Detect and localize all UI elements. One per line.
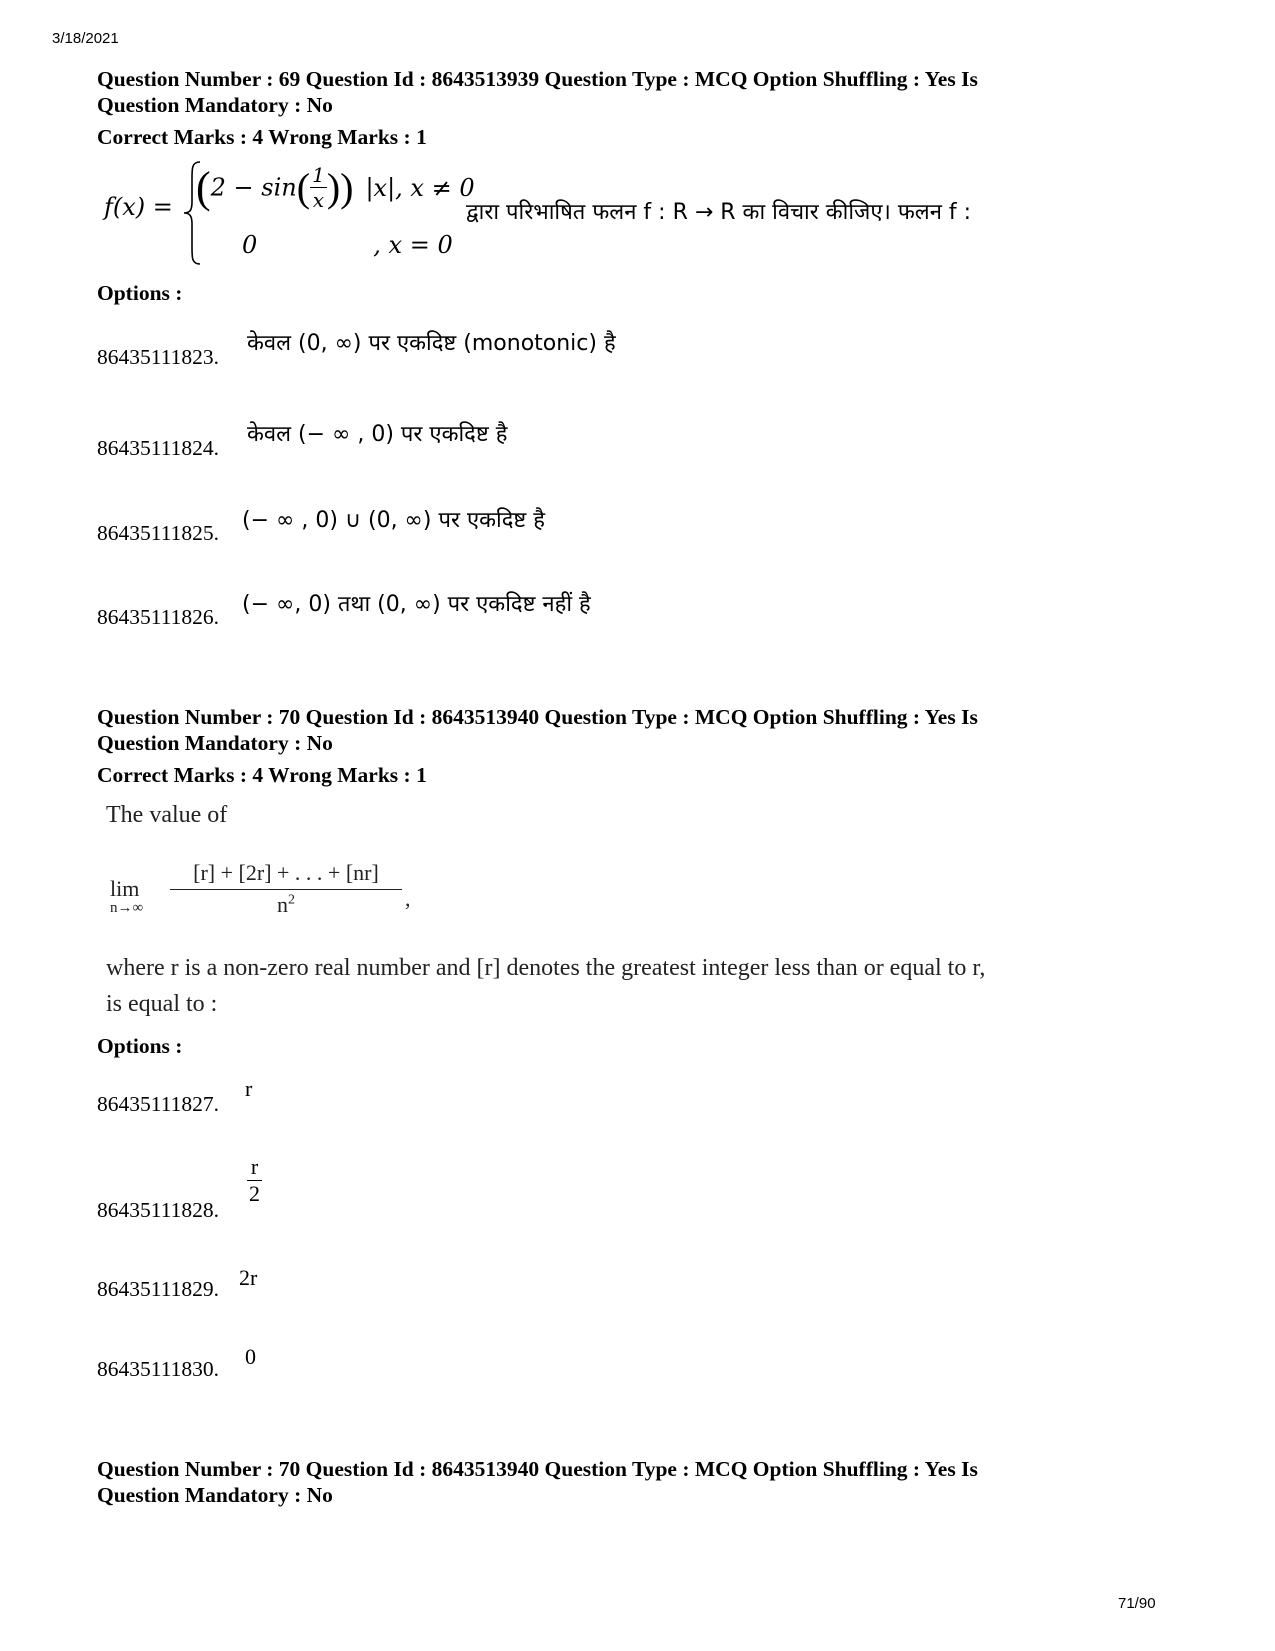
question-69-header	[97, 66, 978, 118]
options-label-70: Options :	[97, 1034, 183, 1058]
case1-fraction-numerator: 1	[312, 163, 325, 187]
limit-operator	[110, 876, 143, 917]
question-header-line1: Question Number : 70 Question Id : 8643513940 Question Type : MCQ Option Shuffling : Yes Is	[97, 705, 978, 729]
formula-lhs	[104, 193, 173, 222]
limit-denominator	[170, 890, 402, 918]
case2-value: 0	[242, 231, 258, 259]
case1-expression: 2 − sin	[210, 173, 297, 202]
case2-condition: , x = 0	[373, 231, 453, 259]
option-text: केवल (− ∞ , 0) पर एकदिष्ट है	[247, 422, 508, 447]
option-id: 86435111826.	[97, 605, 220, 629]
option-id: 86435111825.	[97, 521, 220, 545]
question-70-text-line1: where r is a non-zero real number and [r] denotes the greatest integer less than or equal to r,	[106, 955, 986, 981]
formula-lhs-text: f(x) =	[104, 193, 173, 221]
question-70-marks: Correct Marks : 4 Wrong Marks : 1	[97, 763, 427, 787]
case1-fraction-denominator: x	[312, 188, 325, 212]
limit-denominator-base: n	[277, 892, 288, 917]
option-id: 86435111830.	[97, 1357, 220, 1381]
option-fraction-denominator: 2	[249, 1181, 260, 1206]
limit-denominator-exponent: 2	[288, 892, 295, 908]
page-number: 71/90	[1118, 1595, 1156, 1612]
options-label-69: Options :	[97, 281, 183, 305]
case1-abs-condition: |x|, x ≠ 0	[365, 173, 475, 202]
option-text: 2r	[239, 1265, 258, 1290]
option-id: 86435111823.	[97, 345, 220, 369]
question-70-repeat-header	[97, 1456, 978, 1508]
option-fraction-numerator: r	[247, 1154, 262, 1181]
option-text: (− ∞ , 0) ∪ (0, ∞) पर एकदिष्ट है	[242, 508, 545, 533]
formula-case1: (2 − sin( $\frac{1}{x}$ )) |x|, x ≠ 0	[196, 163, 475, 212]
question-header-line1: Question Number : 70 Question Id : 8643513940 Question Type : MCQ Option Shuffling : Yes Is	[97, 1457, 978, 1481]
question-header-line2: Question Mandatory : No	[97, 1483, 333, 1507]
limit-lim: lim	[110, 876, 140, 901]
question-70-text-line2: is equal to :	[106, 991, 218, 1017]
limit-trailing-comma: ,	[405, 886, 411, 911]
question-header-line2: Question Mandatory : No	[97, 93, 333, 117]
limit-numerator: [r] + [2r] + . . . + [nr]	[170, 860, 402, 890]
case1-fraction	[310, 163, 327, 212]
option-id: 86435111829.	[97, 1277, 220, 1301]
option-text: 0	[245, 1344, 256, 1369]
question-header-line1: Question Number : 69 Question Id : 8643513939 Question Type : MCQ Option Shuffling : Yes Is	[97, 67, 978, 91]
option-id: 86435111824.	[97, 436, 220, 460]
option-id: 86435111827.	[97, 1092, 220, 1116]
formula-case2	[242, 231, 453, 260]
option-fraction	[247, 1154, 262, 1207]
option-id: 86435111828.	[97, 1198, 220, 1222]
question-69-text: द्वारा परिभाषित फलन f : R → R का विचार कीजिए। फलन f :	[466, 200, 972, 225]
limit-fraction	[170, 860, 402, 918]
question-70-header	[97, 704, 978, 756]
limit-subscript: n→∞	[110, 900, 144, 916]
question-70-text	[106, 950, 985, 1022]
option-text: केवल (0, ∞) पर एकदिष्ट (monotonic) है	[247, 331, 616, 356]
option-text: r	[245, 1076, 253, 1101]
print-date: 3/18/2021	[52, 30, 119, 47]
option-text: (− ∞, 0) तथा (0, ∞) पर एकदिष्ट नहीं है	[242, 592, 591, 617]
question-69-marks: Correct Marks : 4 Wrong Marks : 1	[97, 125, 427, 149]
question-70-intro: The value of	[106, 802, 228, 828]
question-header-line2: Question Mandatory : No	[97, 731, 333, 755]
